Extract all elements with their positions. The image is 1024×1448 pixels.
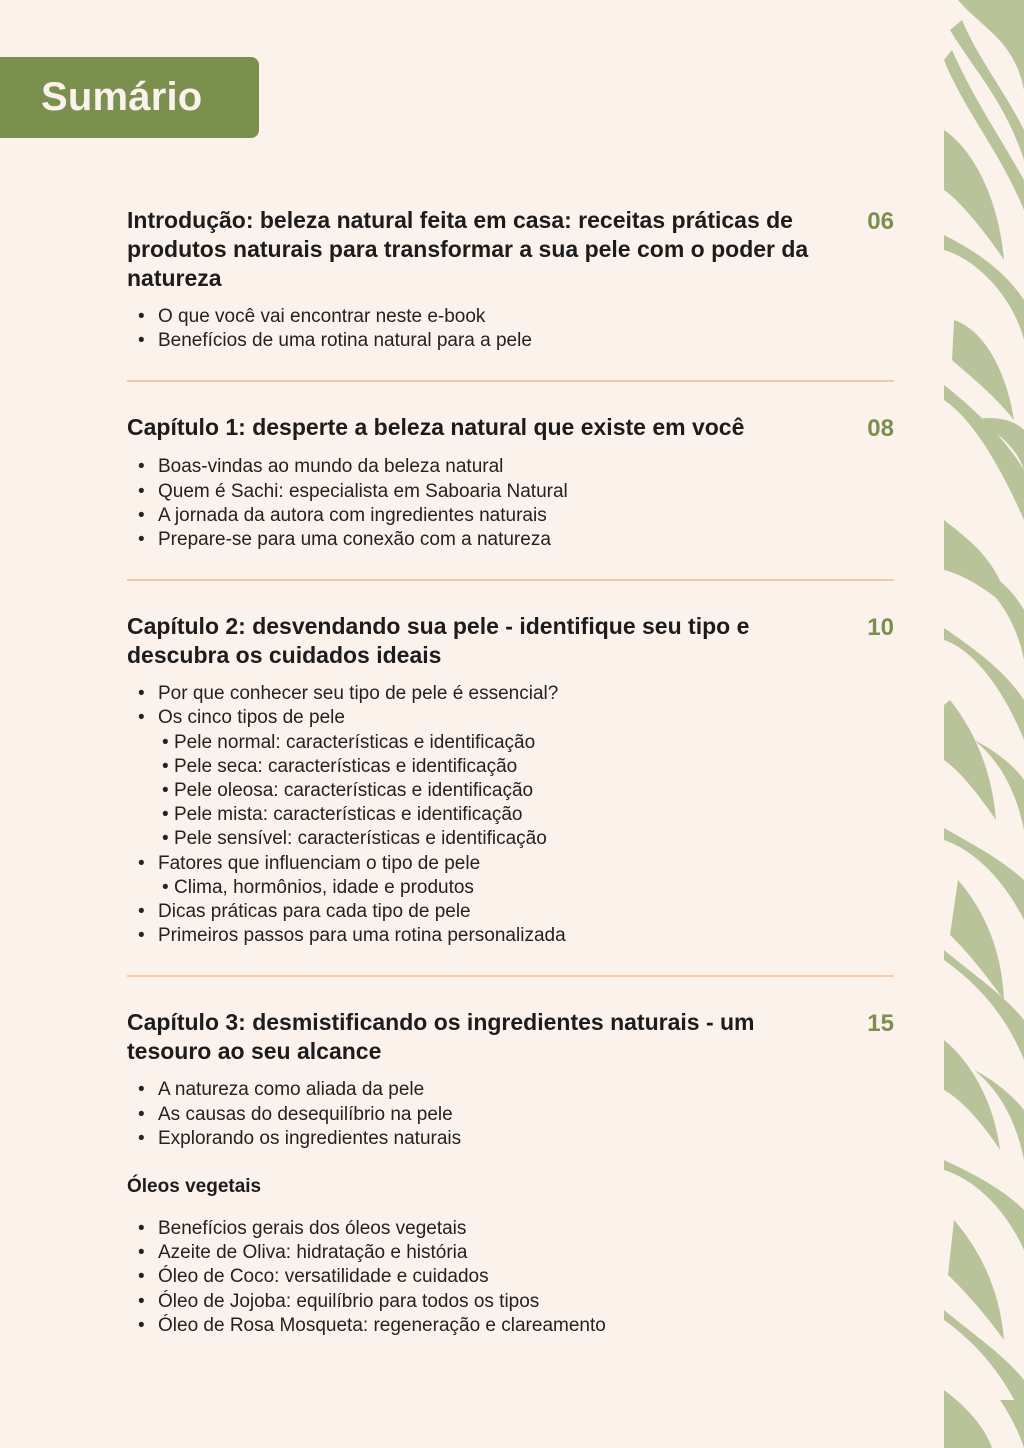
section-title[interactable]: Capítulo 3: desmistificando os ingredientes naturais - um tesouro ao seu alcance — [127, 1009, 755, 1065]
sub-list-item: • Pele oleosa: características e identificação — [127, 779, 894, 803]
section-item-list — [127, 682, 894, 948]
list-item: • Azeite de Oliva: hidratação e história — [127, 1241, 894, 1265]
list-item: • Quem é Sachi: especialista em Saboaria Natural — [127, 480, 894, 504]
table-of-contents — [127, 206, 894, 1338]
list-item: • Primeiros passos para uma rotina personalizada — [127, 924, 894, 948]
section-title[interactable]: Capítulo 1: desperte a beleza natural que existe em você — [127, 414, 745, 441]
list-item: • Os cinco tipos de pele — [127, 706, 894, 730]
list-item: • As causas do desequilíbrio na pele — [127, 1103, 894, 1127]
title-banner — [0, 57, 259, 138]
section-header — [127, 1008, 894, 1066]
list-item: • A natureza como aliada da pele — [127, 1078, 894, 1102]
section-page-number[interactable]: 10 — [867, 614, 894, 642]
section-divider — [127, 380, 894, 382]
leaf-pattern-decoration — [944, 0, 1024, 1448]
section-header — [127, 413, 894, 443]
section-page-number[interactable]: 08 — [867, 415, 894, 443]
section-title[interactable]: Capítulo 2: desvendando sua pele - identifique seu tipo e descubra os cuidados ideais — [127, 613, 750, 669]
toc-section-capitulo-2[interactable] — [127, 612, 894, 977]
list-item: • Óleo de Jojoba: equilíbrio para todos os tipos — [127, 1290, 894, 1314]
section-page-number[interactable]: 15 — [867, 1010, 894, 1038]
section-divider — [127, 579, 894, 581]
list-item: • Óleo de Rosa Mosqueta: regeneração e clareamento — [127, 1314, 894, 1338]
section-header — [127, 612, 894, 670]
section-page-number[interactable]: 06 — [867, 208, 894, 235]
toc-section-introducao[interactable] — [127, 206, 894, 382]
section-item-list — [127, 305, 894, 353]
sub-list-item: • Pele normal: características e identificação — [127, 731, 894, 755]
list-item: • Dicas práticas para cada tipo de pele — [127, 900, 894, 924]
sub-list-item: • Clima, hormônios, idade e produtos — [127, 876, 894, 900]
section-divider — [127, 975, 894, 977]
list-item: • A jornada da autora com ingredientes naturais — [127, 504, 894, 528]
subsection-heading: Óleos vegetais — [127, 1176, 262, 1198]
toc-section-capitulo-1[interactable] — [127, 413, 894, 581]
list-item: • Benefícios de uma rotina natural para a pele — [127, 329, 894, 353]
section-header — [127, 206, 894, 293]
page-title: Sumário — [41, 75, 203, 119]
list-item: • Prepare-se para uma conexão com a natureza — [127, 528, 894, 552]
list-item: • Óleo de Coco: versatilidade e cuidados — [127, 1265, 894, 1289]
sub-list-item: • Pele mista: características e identificação — [127, 803, 894, 827]
toc-section-capitulo-3[interactable] — [127, 1008, 894, 1338]
section-item-list — [127, 1078, 894, 1151]
list-item: • Boas-vindas ao mundo da beleza natural — [127, 455, 894, 479]
sub-list-item: • Pele sensível: características e identificação — [127, 827, 894, 851]
sub-list-item: • Pele seca: características e identificação — [127, 755, 894, 779]
list-item: • Explorando os ingredientes naturais — [127, 1127, 894, 1151]
section-title[interactable]: Introdução: beleza natural feita em casa: receitas práticas de produtos naturais para transformar a sua pele com o poder da natureza — [127, 207, 809, 291]
list-item: • O que você vai encontrar neste e-book — [127, 305, 894, 329]
list-item: • Por que conhecer seu tipo de pele é essencial? — [127, 682, 894, 706]
list-item: • Benefícios gerais dos óleos vegetais — [127, 1217, 894, 1241]
list-item: • Fatores que influenciam o tipo de pele — [127, 852, 894, 876]
section-item-list — [127, 455, 894, 552]
subsection-item-list — [127, 1217, 894, 1338]
